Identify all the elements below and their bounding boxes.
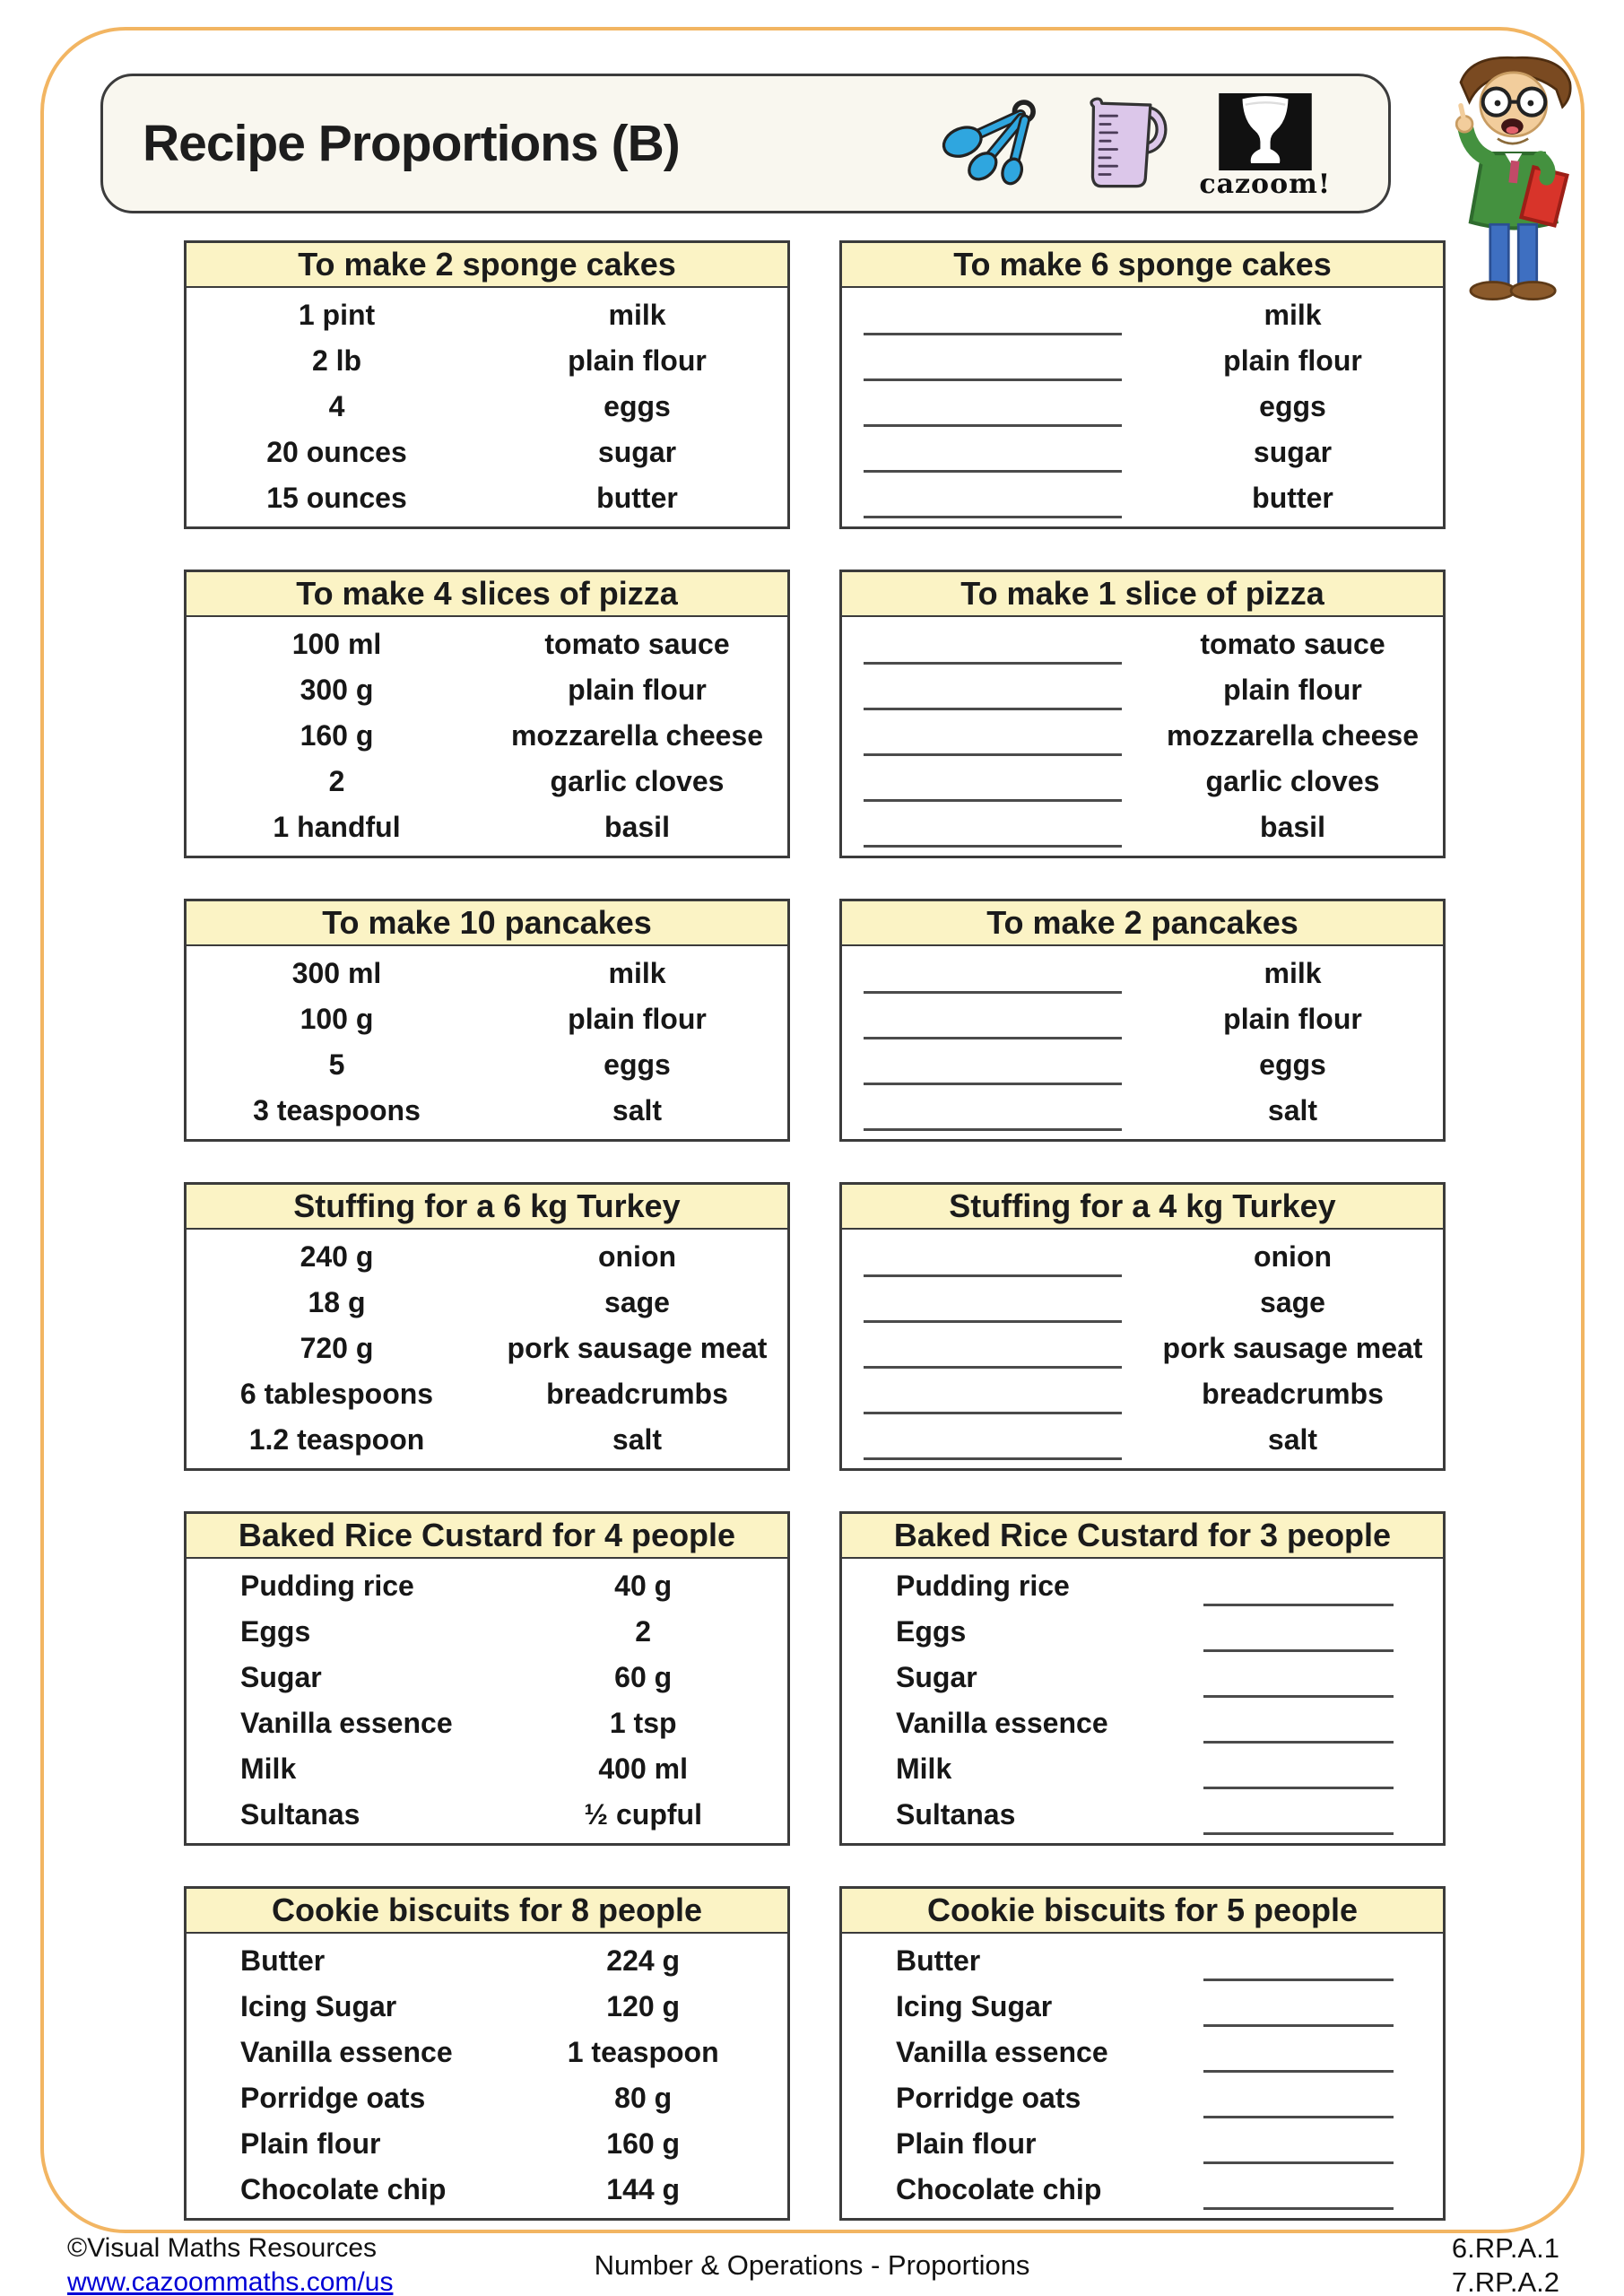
answer-blank[interactable]	[864, 1274, 1122, 1277]
recipe-row	[842, 1234, 1443, 1280]
quantity-value: 18 g	[308, 1286, 366, 1318]
answer-blank-cell	[842, 622, 1142, 667]
answer-blank-cell	[842, 1326, 1142, 1371]
ingredient-label: eggs	[1259, 1048, 1326, 1081]
ingredient-label: Milk	[896, 1752, 952, 1785]
ingredient-label: basil	[1260, 811, 1325, 843]
answer-blank[interactable]	[864, 378, 1122, 381]
ingredient-label: eggs	[604, 390, 671, 422]
recipe-box	[184, 1886, 790, 2221]
recipe-row	[842, 1609, 1443, 1655]
recipe-row	[187, 1417, 787, 1463]
recipe-row	[187, 1655, 787, 1700]
quantity-value: 100 g	[300, 1003, 374, 1035]
recipe-row	[842, 475, 1443, 521]
answer-blank-cell	[1154, 2030, 1443, 2075]
answer-blank[interactable]	[864, 424, 1122, 427]
recipe-row	[842, 951, 1443, 996]
cazoom-goblet-icon	[1215, 93, 1316, 170]
recipe-box-body	[187, 288, 787, 526]
recipe-box-title: Baked Rice Custard for 4 people	[187, 1514, 787, 1559]
answer-blank-cell	[1154, 1792, 1443, 1838]
recipe-box-body	[842, 1230, 1443, 1468]
answer-blank-cell	[842, 713, 1142, 759]
ingredient-label: plain flour	[1223, 674, 1362, 706]
quantity-value: 400 ml	[598, 1752, 688, 1785]
answer-blank[interactable]	[864, 333, 1122, 335]
answer-blank[interactable]	[1203, 1741, 1394, 1744]
ingredient-label: Icing Sugar	[896, 1990, 1053, 2022]
recipe-row	[842, 622, 1443, 667]
recipe-row	[842, 2075, 1443, 2121]
ingredient-label: mozzarella cheese	[1166, 719, 1420, 752]
quantity-value: 120 g	[606, 1990, 681, 2022]
recipe-box-pair	[184, 1511, 1446, 1846]
recipe-box-body	[187, 946, 787, 1139]
ingredient-label: plain flour	[1223, 1003, 1362, 1035]
ingredient-label: basil	[604, 811, 670, 843]
quantity-value: 1 handful	[273, 811, 401, 843]
ingredient-label: Sugar	[896, 1661, 977, 1693]
recipe-row	[187, 996, 787, 1042]
answer-blank-cell	[1154, 2121, 1443, 2167]
website-link[interactable]: www.cazoommaths.com/us	[67, 2267, 394, 2296]
quantity-value: 1 pint	[298, 299, 376, 331]
recipe-box-pair	[184, 1182, 1446, 1471]
standard-code-2: 7.RP.A.2	[1451, 2266, 1559, 2296]
recipe-row	[187, 759, 787, 804]
recipe-row	[187, 622, 787, 667]
ingredient-label: plain flour	[568, 1003, 707, 1035]
recipe-row	[842, 804, 1443, 850]
answer-blank[interactable]	[864, 1366, 1122, 1369]
recipe-row	[842, 292, 1443, 338]
ingredient-label: milk	[608, 957, 666, 989]
recipe-row	[187, 430, 787, 475]
standard-code-1: 6.RP.A.1	[1451, 2232, 1559, 2264]
recipe-row	[187, 713, 787, 759]
quantity-value: ½ cupful	[584, 1798, 702, 1831]
ingredient-label: sage	[604, 1286, 670, 1318]
answer-blank-cell	[842, 1280, 1142, 1326]
answer-blank-cell	[842, 1371, 1142, 1417]
recipe-row	[187, 338, 787, 384]
quantity-value: 144 g	[606, 2173, 681, 2205]
answer-blank-cell	[842, 292, 1142, 338]
recipe-box	[184, 570, 790, 858]
answer-blank[interactable]	[864, 708, 1122, 710]
ingredient-label: Vanilla essence	[896, 2036, 1108, 2068]
ingredient-label: pork sausage meat	[1162, 1332, 1423, 1364]
recipe-row	[842, 759, 1443, 804]
quantity-value: 300 g	[300, 674, 374, 706]
recipe-box-pair	[184, 899, 1446, 1142]
recipe-row	[842, 667, 1443, 713]
recipe-box-body	[842, 288, 1443, 526]
ingredient-label: pork sausage meat	[507, 1332, 768, 1364]
recipe-row	[187, 1792, 787, 1838]
recipe-row	[187, 1371, 787, 1417]
ingredient-label: milk	[608, 299, 666, 331]
answer-blank-cell	[842, 759, 1142, 804]
recipe-row	[842, 1088, 1443, 1134]
recipe-row	[842, 1417, 1443, 1463]
quantity-value: 20 ounces	[266, 436, 407, 468]
answer-blank-cell	[842, 996, 1142, 1042]
measuring-jug-icon	[1073, 91, 1174, 196]
recipe-box-body	[187, 1559, 787, 1843]
answer-blank[interactable]	[1203, 1787, 1394, 1789]
recipe-box-title: To make 10 pancakes	[187, 901, 787, 946]
recipe-box-title: To make 6 sponge cakes	[842, 243, 1443, 288]
recipe-box	[184, 240, 790, 529]
recipe-box-title: Baked Rice Custard for 3 people	[842, 1514, 1443, 1559]
recipe-row	[187, 1746, 787, 1792]
answer-blank[interactable]	[1203, 1695, 1394, 1698]
recipe-box-title: Stuffing for a 4 kg Turkey	[842, 1185, 1443, 1230]
ingredient-label: onion	[1253, 1240, 1333, 1273]
ingredient-label: garlic cloves	[1205, 765, 1380, 797]
recipe-row	[842, 1700, 1443, 1746]
recipe-box-title: To make 4 slices of pizza	[187, 572, 787, 617]
ingredient-label: Milk	[240, 1752, 297, 1785]
answer-blank-cell	[842, 384, 1142, 430]
answer-blank[interactable]	[864, 1457, 1122, 1460]
recipe-box-pair	[184, 570, 1446, 858]
recipe-box-title: To make 2 pancakes	[842, 901, 1443, 946]
quantity-value: 100 ml	[291, 628, 382, 660]
recipe-box-body	[842, 1559, 1443, 1843]
answer-blank[interactable]	[864, 1128, 1122, 1131]
recipe-row	[187, 2075, 787, 2121]
recipe-row	[187, 1088, 787, 1134]
recipe-box	[184, 1511, 790, 1846]
answer-blank[interactable]	[1203, 2070, 1394, 2073]
recipe-row	[187, 2121, 787, 2167]
answer-blank[interactable]	[864, 1412, 1122, 1414]
recipe-row	[842, 1938, 1443, 1984]
answer-blank-cell	[1154, 1609, 1443, 1655]
ingredient-label: Chocolate chip	[240, 2173, 447, 2205]
recipe-box	[839, 570, 1446, 858]
answer-blank-cell	[842, 1042, 1142, 1088]
quantity-value: 5	[328, 1048, 345, 1081]
recipe-row	[187, 1609, 787, 1655]
ingredient-label: Eggs	[896, 1615, 967, 1648]
ingredient-label: tomato sauce	[544, 628, 730, 660]
ingredient-label: eggs	[604, 1048, 671, 1081]
footer-standards	[1452, 2231, 1559, 2296]
footer-topic: Number & Operations - Proportions	[594, 2249, 1030, 2281]
recipe-box	[839, 240, 1446, 529]
quantity-value: 4	[328, 390, 345, 422]
answer-blank[interactable]	[864, 516, 1122, 518]
recipe-box	[839, 1182, 1446, 1471]
recipe-row	[842, 384, 1443, 430]
recipe-row	[187, 1700, 787, 1746]
ingredient-label: salt	[1267, 1094, 1318, 1126]
ingredient-label: milk	[1264, 957, 1322, 989]
recipe-row	[187, 951, 787, 996]
answer-blank[interactable]	[864, 1320, 1122, 1323]
recipe-box-body	[187, 1230, 787, 1468]
answer-blank-cell	[1154, 1563, 1443, 1609]
measuring-spoons-icon	[939, 91, 1048, 196]
ingredient-label: salt	[1267, 1423, 1318, 1456]
answer-blank-cell	[842, 430, 1142, 475]
recipe-row	[842, 713, 1443, 759]
answer-blank-cell	[1154, 1746, 1443, 1792]
header-icons	[939, 76, 1331, 211]
ingredient-label: plain flour	[568, 674, 707, 706]
answer-blank[interactable]	[1203, 2024, 1394, 2027]
answer-blank[interactable]	[1203, 1979, 1394, 1981]
quantity-value: 40 g	[614, 1570, 673, 1602]
recipe-box	[839, 899, 1446, 1142]
quantity-value: 224 g	[606, 1944, 681, 1977]
ingredient-label: Pudding rice	[240, 1570, 414, 1602]
recipe-row	[842, 1563, 1443, 1609]
answer-blank[interactable]	[864, 753, 1122, 756]
recipe-row	[187, 804, 787, 850]
quantity-value: 1 tsp	[609, 1707, 677, 1739]
ingredient-label: Sugar	[240, 1661, 322, 1693]
answer-blank[interactable]	[864, 845, 1122, 848]
ingredient-label: Butter	[240, 1944, 326, 1977]
recipe-row	[187, 1280, 787, 1326]
recipe-row	[842, 1280, 1443, 1326]
ingredient-label: butter	[596, 482, 678, 514]
ingredient-label: onion	[597, 1240, 677, 1273]
ingredient-label: Sultanas	[896, 1798, 1016, 1831]
page-title: Recipe Proportions (B)	[143, 115, 680, 172]
answer-blank-cell	[842, 1088, 1142, 1134]
recipe-box-pair	[184, 240, 1446, 529]
ingredient-label: eggs	[1259, 390, 1326, 422]
ingredient-label: Porridge oats	[240, 2082, 426, 2114]
quantity-value: 2	[328, 765, 345, 797]
quantity-value: 1.2 teaspoon	[248, 1423, 425, 1456]
recipe-box	[184, 899, 790, 1142]
ingredient-label: salt	[612, 1423, 663, 1456]
answer-blank[interactable]	[864, 1083, 1122, 1085]
recipe-box	[839, 1886, 1446, 2221]
recipe-box	[184, 1182, 790, 1471]
ingredient-label: Vanilla essence	[240, 1707, 453, 1739]
ingredient-label: breadcrumbs	[1202, 1378, 1384, 1410]
recipe-row	[187, 1326, 787, 1371]
ingredient-label: plain flour	[568, 344, 707, 377]
recipe-row	[842, 996, 1443, 1042]
answer-blank-cell	[842, 804, 1142, 850]
recipe-grid	[184, 240, 1446, 2221]
recipe-row	[187, 475, 787, 521]
recipe-row	[842, 1042, 1443, 1088]
ingredient-label: milk	[1264, 299, 1322, 331]
recipe-row	[187, 1563, 787, 1609]
quantity-value: 2 lb	[311, 344, 362, 377]
recipe-box-title: To make 2 sponge cakes	[187, 243, 787, 288]
answer-blank[interactable]	[864, 1037, 1122, 1039]
recipe-box-body	[842, 946, 1443, 1139]
answer-blank[interactable]	[1203, 1604, 1394, 1606]
ingredient-label: breadcrumbs	[546, 1378, 728, 1410]
recipe-row	[842, 2030, 1443, 2075]
recipe-box-title: Stuffing for a 6 kg Turkey	[187, 1185, 787, 1230]
quantity-value: 80 g	[614, 2082, 673, 2114]
answer-blank-cell	[842, 951, 1142, 996]
answer-blank-cell	[842, 475, 1142, 521]
ingredient-label: Chocolate chip	[896, 2173, 1102, 2205]
answer-blank-cell	[1154, 1938, 1443, 1984]
ingredient-label: sugar	[597, 436, 677, 468]
recipe-row	[187, 2030, 787, 2075]
ingredient-label: Butter	[896, 1944, 981, 1977]
quantity-value: 300 ml	[291, 957, 382, 989]
recipe-row	[187, 667, 787, 713]
answer-blank-cell	[842, 667, 1142, 713]
answer-blank-cell	[1154, 1984, 1443, 2030]
recipe-row	[187, 292, 787, 338]
recipe-row	[842, 1326, 1443, 1371]
copyright-text: ©Visual Maths Resources	[67, 2233, 378, 2263]
recipe-row	[842, 2121, 1443, 2167]
answer-blank-cell	[842, 1417, 1142, 1463]
ingredient-label: butter	[1252, 482, 1333, 514]
ingredient-label: salt	[612, 1094, 663, 1126]
answer-blank[interactable]	[864, 662, 1122, 665]
answer-blank[interactable]	[1203, 1832, 1394, 1835]
recipe-row	[842, 1984, 1443, 2030]
answer-blank[interactable]	[864, 991, 1122, 994]
ingredient-label: sugar	[1253, 436, 1333, 468]
recipe-row	[187, 2167, 787, 2213]
cazoom-logo	[1199, 93, 1331, 200]
ingredient-label: Pudding rice	[896, 1570, 1070, 1602]
recipe-row	[187, 1042, 787, 1088]
ingredient-label: Icing Sugar	[240, 1990, 397, 2022]
quantity-value: 3 teaspoons	[253, 1094, 421, 1126]
answer-blank[interactable]	[864, 799, 1122, 802]
ingredient-label: Eggs	[240, 1615, 311, 1648]
answer-blank-cell	[1154, 2075, 1443, 2121]
recipe-row	[842, 1746, 1443, 1792]
answer-blank[interactable]	[1203, 1649, 1394, 1652]
ingredient-label: Plain flour	[240, 2127, 381, 2160]
ingredient-label: tomato sauce	[1200, 628, 1385, 660]
quantity-value: 240 g	[300, 1240, 374, 1273]
recipe-box-title: Cookie biscuits for 5 people	[842, 1889, 1443, 1934]
teacher-illustration	[1424, 50, 1608, 303]
answer-blank-cell	[1154, 2167, 1443, 2213]
recipe-row	[187, 1234, 787, 1280]
answer-blank[interactable]	[1203, 2161, 1394, 2164]
recipe-row	[842, 430, 1443, 475]
answer-blank[interactable]	[1203, 2116, 1394, 2118]
recipe-box-body	[187, 1934, 787, 2218]
answer-blank[interactable]	[1203, 2207, 1394, 2210]
answer-blank-cell	[1154, 1655, 1443, 1700]
ingredient-label: Sultanas	[240, 1798, 360, 1831]
answer-blank-cell	[842, 338, 1142, 384]
recipe-row	[842, 338, 1443, 384]
ingredient-label: sage	[1260, 1286, 1325, 1318]
quantity-value: 2	[635, 1615, 652, 1648]
recipe-row	[187, 384, 787, 430]
recipe-box-title: To make 1 slice of pizza	[842, 572, 1443, 617]
quantity-value: 6 tablespoons	[239, 1378, 434, 1410]
ingredient-label: garlic cloves	[550, 765, 725, 797]
cazoom-logo-text: cazoom!	[1199, 168, 1331, 200]
recipe-box-pair	[184, 1886, 1446, 2221]
recipe-box	[839, 1511, 1446, 1846]
recipe-box-title: Cookie biscuits for 8 people	[187, 1889, 787, 1934]
recipe-row	[187, 1984, 787, 2030]
quantity-value: 720 g	[300, 1332, 374, 1364]
ingredient-label: mozzarella cheese	[510, 719, 764, 752]
header	[100, 74, 1391, 213]
recipe-box-body	[187, 617, 787, 856]
ingredient-label: plain flour	[1223, 344, 1362, 377]
answer-blank[interactable]	[864, 470, 1122, 473]
quantity-value: 160 g	[606, 2127, 681, 2160]
recipe-row	[842, 1371, 1443, 1417]
ingredient-label: Vanilla essence	[896, 1707, 1108, 1739]
recipe-box-body	[842, 617, 1443, 856]
quantity-value: 160 g	[300, 719, 374, 752]
recipe-row	[187, 1938, 787, 1984]
recipe-row	[842, 1792, 1443, 1838]
ingredient-label: Porridge oats	[896, 2082, 1081, 2114]
answer-blank-cell	[1154, 1700, 1443, 1746]
recipe-row	[842, 1655, 1443, 1700]
quantity-value: 15 ounces	[266, 482, 407, 514]
recipe-row	[842, 2167, 1443, 2213]
recipe-box-body	[842, 1934, 1443, 2218]
ingredient-label: Vanilla essence	[240, 2036, 453, 2068]
answer-blank-cell	[842, 1234, 1142, 1280]
ingredient-label: Plain flour	[896, 2127, 1037, 2160]
quantity-value: 60 g	[614, 1661, 673, 1693]
quantity-value: 1 teaspoon	[567, 2036, 719, 2068]
